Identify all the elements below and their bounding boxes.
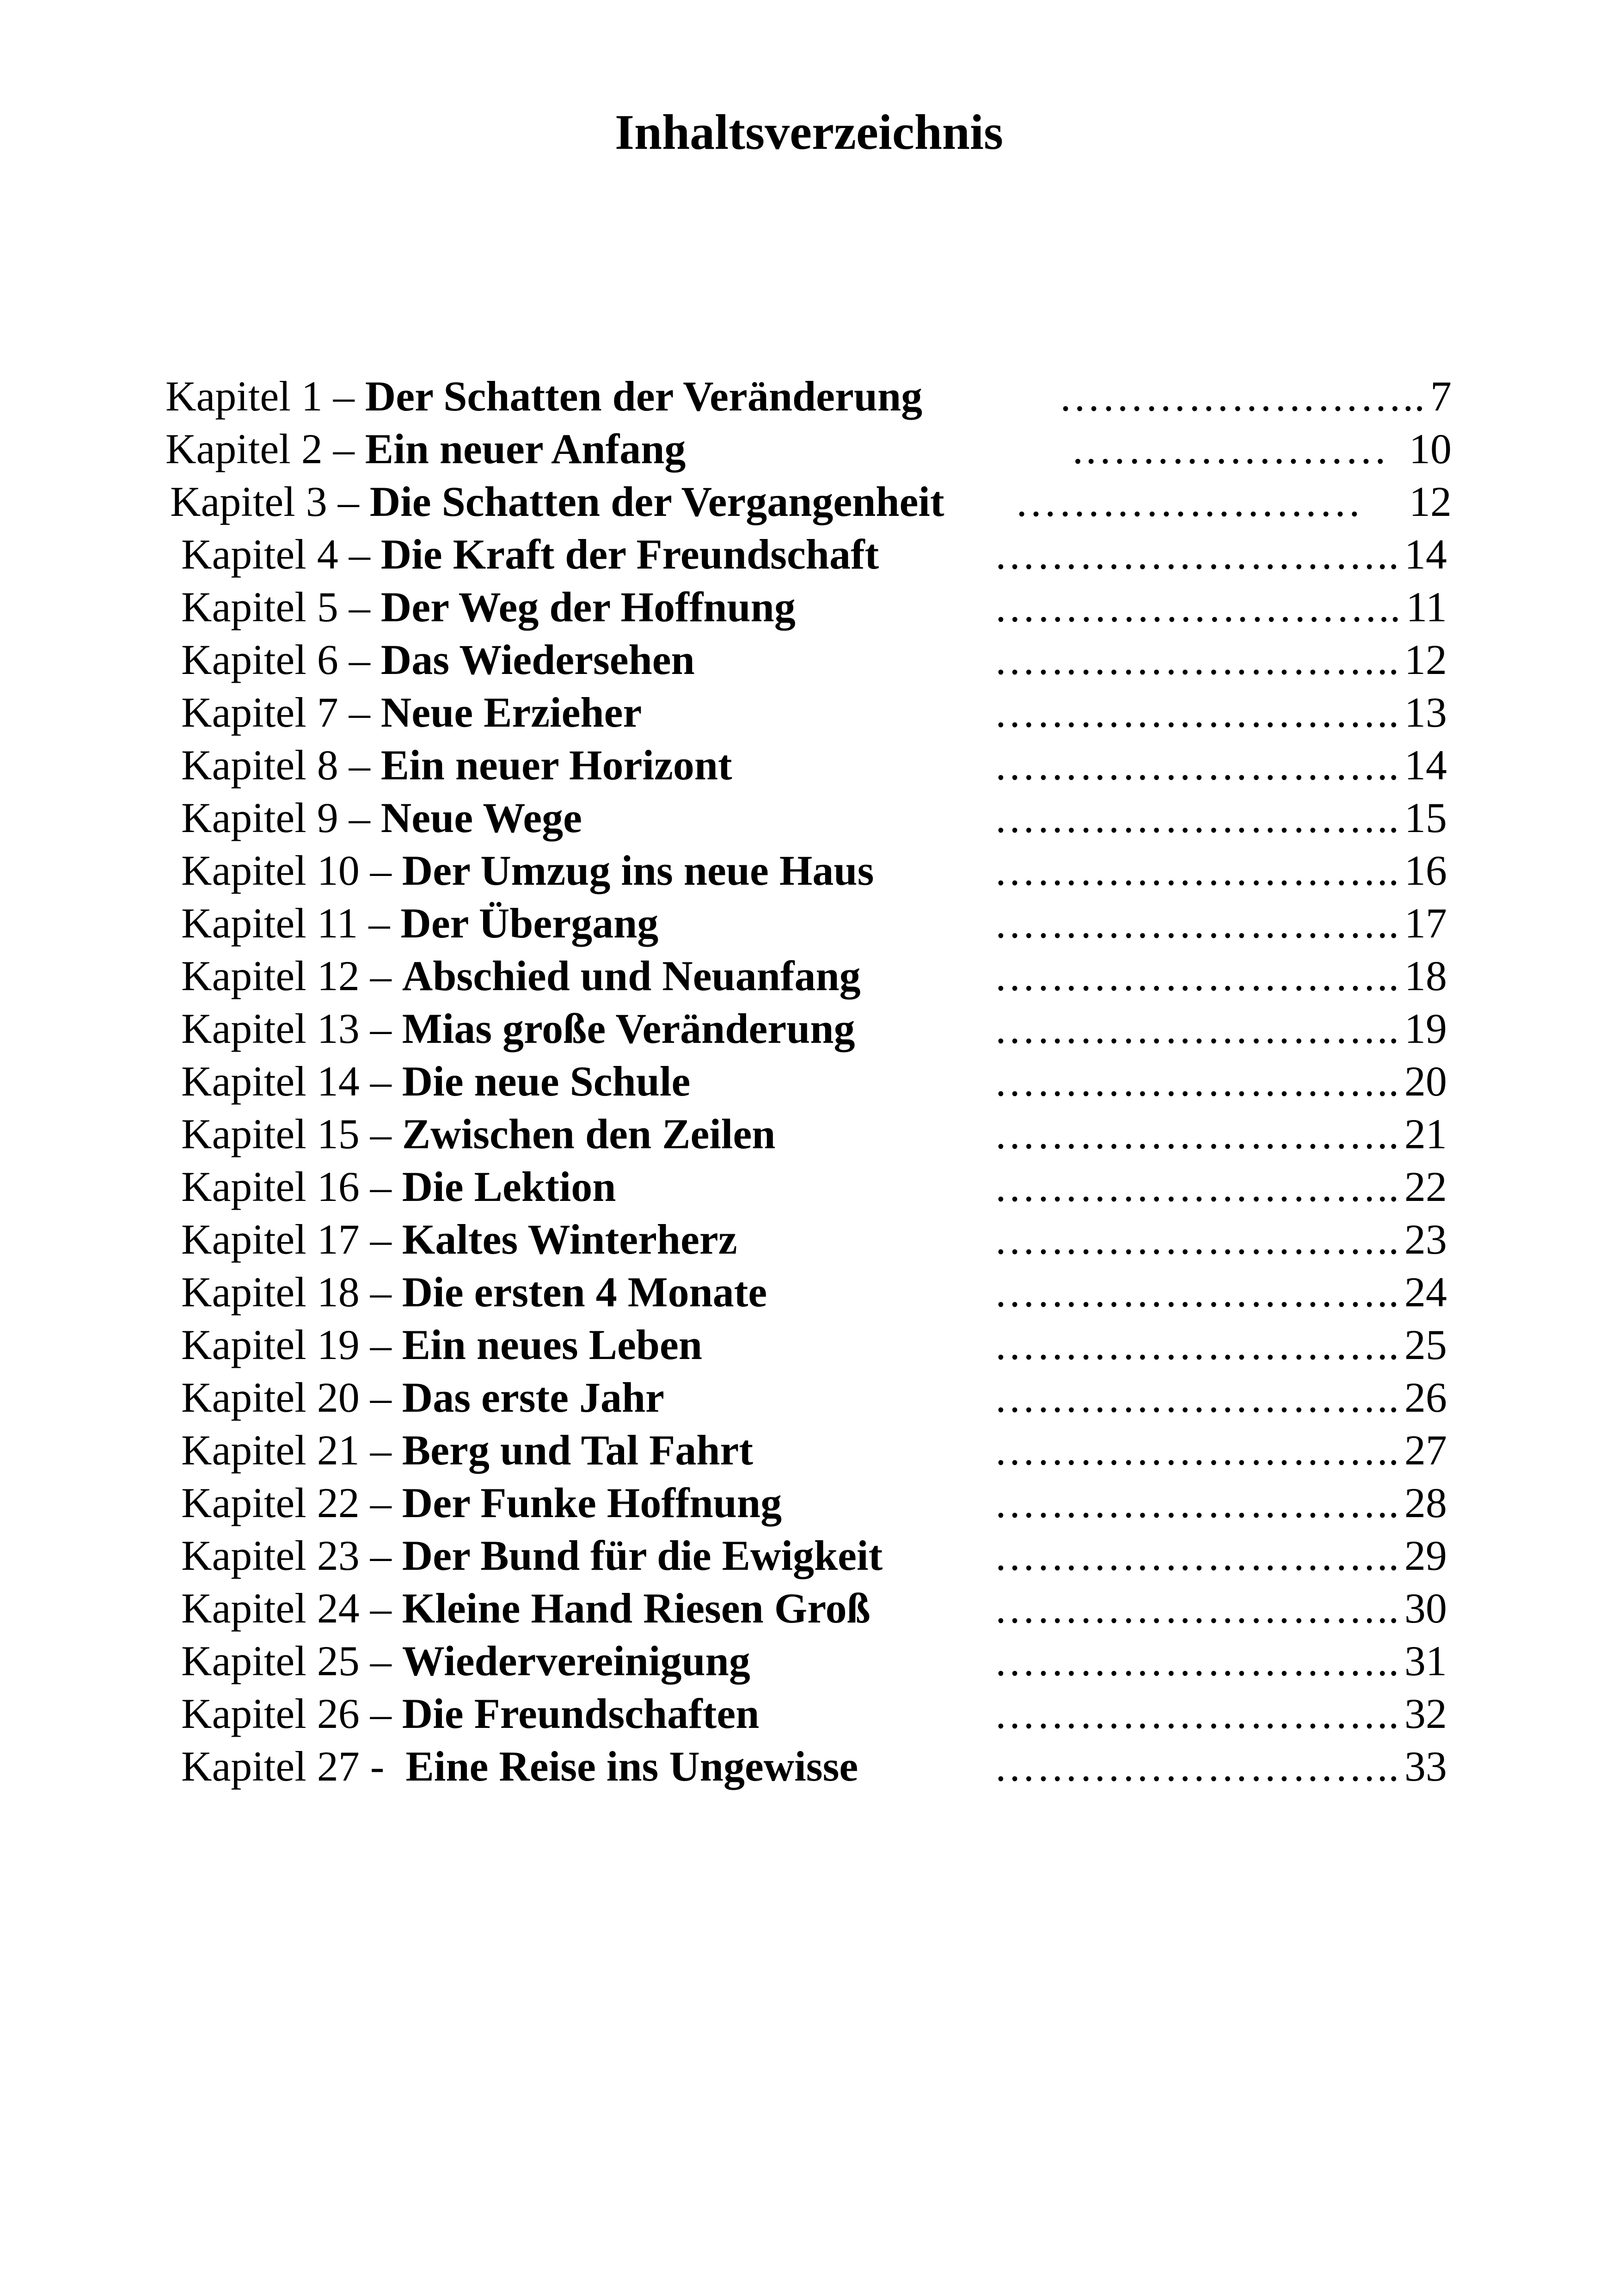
dot-leader: ……………………….. — [994, 741, 1400, 789]
toc-entry — [0, 1371, 1618, 1424]
toc-entry — [0, 844, 1618, 897]
page-number: 17 — [1404, 900, 1447, 947]
chapter-title: Der Funke Hoffnung — [402, 1479, 782, 1526]
page-number: 14 — [1404, 531, 1447, 578]
chapter-label: Kapitel 19 – — [181, 1321, 402, 1368]
toc-entry — [0, 1160, 1618, 1213]
chapter-label: Kapitel 22 – — [181, 1479, 402, 1526]
toc-entry — [0, 1055, 1618, 1108]
toc-entry — [0, 791, 1618, 844]
toc-entry — [0, 897, 1618, 949]
chapter-title: Die Lektion — [402, 1163, 616, 1210]
toc-entry — [0, 1318, 1618, 1371]
page-number: 31 — [1404, 1637, 1447, 1684]
chapter-label: Kapitel 20 – — [181, 1374, 402, 1421]
chapter-label: Kapitel 11 – — [181, 900, 401, 947]
chapter-title: Die ersten 4 Monate — [402, 1268, 767, 1316]
toc-entry — [0, 422, 1618, 475]
toc-entry — [0, 1108, 1618, 1160]
page-number: 33 — [1404, 1743, 1447, 1790]
dot-leader: ……………………….. — [994, 1005, 1400, 1052]
dot-leader: ……………………….. — [994, 531, 1400, 578]
page-number: 21 — [1404, 1110, 1447, 1157]
dot-leader: ……………………….. — [994, 1374, 1400, 1421]
chapter-title: Ein neuer Horizont — [380, 741, 732, 789]
chapter-title: Der Schatten der Veränderung — [365, 373, 923, 420]
toc-entry — [0, 633, 1618, 686]
chapter-label: Kapitel 1 – — [165, 373, 365, 420]
page-number: 11 — [1406, 583, 1447, 631]
chapter-label: Kapitel 18 – — [181, 1268, 402, 1316]
chapter-title: Die neue Schule — [402, 1058, 691, 1105]
chapter-label: Kapitel 12 – — [181, 952, 402, 999]
page-number: 19 — [1404, 1005, 1447, 1052]
chapter-label: Kapitel 6 – — [181, 636, 381, 683]
chapter-title: Zwischen den Zeilen — [402, 1110, 776, 1157]
dot-leader: ……………………….. — [994, 952, 1400, 999]
chapter-label: Kapitel 24 – — [181, 1585, 402, 1632]
dot-leader: ……………………….. — [994, 900, 1400, 947]
page-number: 24 — [1404, 1268, 1447, 1316]
dot-leader: ……………………….. — [994, 1268, 1400, 1316]
chapter-title: Wiedervereinigung — [402, 1637, 750, 1684]
dot-leader: ……………………….. — [994, 636, 1400, 683]
dot-leader: ……………………….. — [994, 1479, 1400, 1526]
toc-entry — [0, 1213, 1618, 1266]
chapter-title: Die Kraft der Freundschaft — [380, 531, 879, 578]
page-number: 10 — [1409, 425, 1452, 472]
dot-leader: ……………………….. — [994, 1321, 1400, 1368]
page-number: 29 — [1404, 1532, 1447, 1579]
page-number: 28 — [1404, 1479, 1447, 1526]
chapter-label: Kapitel 23 – — [181, 1532, 402, 1579]
chapter-title: Die Freundschaften — [402, 1690, 760, 1737]
chapter-label: Kapitel 13 – — [181, 1005, 402, 1052]
dot-leader: ……………………….. — [994, 794, 1400, 841]
dot-leader: ……………………….. — [994, 1743, 1400, 1790]
toc-entry — [0, 1529, 1618, 1582]
dot-leader: ……………………….. — [994, 847, 1400, 894]
page-number: 22 — [1404, 1163, 1447, 1210]
chapter-label: Kapitel 3 – — [170, 478, 370, 525]
dot-leader: ……………………….. — [994, 1216, 1400, 1263]
chapter-title: Neue Erzieher — [380, 689, 642, 736]
toc-entry — [0, 475, 1618, 528]
page-number: 23 — [1404, 1216, 1447, 1263]
page-number: 32 — [1404, 1690, 1447, 1737]
chapter-label: Kapitel 17 – — [181, 1216, 402, 1263]
page-number: 7 — [1430, 373, 1452, 420]
toc-entry — [0, 528, 1618, 581]
chapter-title: Der Übergang — [400, 900, 659, 947]
chapter-label: Kapitel 4 – — [181, 531, 381, 578]
page-number: 30 — [1404, 1585, 1447, 1632]
chapter-title: Ein neuer Anfang — [365, 425, 686, 472]
page-number: 15 — [1404, 794, 1447, 841]
toc-entry — [0, 1687, 1618, 1740]
dot-leader: ……………………….. — [994, 1637, 1400, 1684]
toc-entry — [0, 1266, 1618, 1318]
dot-leader: ……………………….. — [994, 1690, 1400, 1737]
dot-leader: .………………… — [1073, 425, 1388, 472]
page-number: 13 — [1404, 689, 1447, 736]
dot-leader: ……………………….. — [994, 1427, 1400, 1474]
chapter-title: Das erste Jahr — [402, 1374, 664, 1421]
page-number: 12 — [1409, 478, 1452, 525]
page-number: 18 — [1404, 952, 1447, 999]
chapter-label: Kapitel 27 - — [181, 1743, 406, 1790]
dot-leader: ……………………….. — [994, 1585, 1400, 1632]
page-number: 20 — [1404, 1058, 1447, 1105]
chapter-label: Kapitel 15 – — [181, 1110, 402, 1157]
chapter-label: Kapitel 10 – — [181, 847, 402, 894]
toc-entry — [0, 1582, 1618, 1635]
chapter-label: Kapitel 7 – — [181, 689, 381, 736]
toc-entry — [0, 1424, 1618, 1476]
chapter-title: Abschied und Neuanfang — [402, 952, 861, 999]
toc-entry — [0, 581, 1618, 633]
chapter-title: Berg und Tal Fahrt — [402, 1427, 753, 1474]
chapter-title: Kaltes Winterherz — [402, 1216, 737, 1263]
toc-entry — [0, 686, 1618, 739]
dot-leader: ……………………….. — [994, 583, 1402, 631]
chapter-title: Der Bund für die Ewigkeit — [402, 1532, 883, 1579]
chapter-title: Die Schatten der Vergangenheit — [369, 478, 944, 525]
toc-entry — [0, 1476, 1618, 1529]
dot-leader: ……………………….. — [994, 1163, 1400, 1210]
toc-entry — [0, 1635, 1618, 1687]
chapter-label: Kapitel 9 – — [181, 794, 381, 841]
toc-entry — [0, 949, 1618, 1002]
page-number: 12 — [1404, 636, 1447, 683]
dot-leader: ……………………….. — [994, 689, 1400, 736]
chapter-label: Kapitel 16 – — [181, 1163, 402, 1210]
dot-leader: …………………… — [1015, 478, 1362, 525]
chapter-label: Kapitel 2 – — [165, 425, 365, 472]
chapter-title: Kleine Hand Riesen Groß — [402, 1585, 870, 1632]
page-number: 14 — [1404, 741, 1447, 789]
chapter-title: Eine Reise ins Ungewisse — [405, 1743, 858, 1790]
dot-leader: …………………….. — [1059, 373, 1426, 420]
chapter-label: Kapitel 26 – — [181, 1690, 402, 1737]
chapter-title: Das Wiedersehen — [380, 636, 695, 683]
page-number: 26 — [1404, 1374, 1447, 1421]
chapter-title: Ein neues Leben — [402, 1321, 703, 1368]
page-number: 27 — [1404, 1427, 1447, 1474]
chapter-title: Neue Wege — [380, 794, 582, 841]
page-title: Inhaltsverzeichnis — [614, 105, 1003, 160]
dot-leader: ……………………….. — [994, 1110, 1400, 1157]
chapter-label: Kapitel 5 – — [181, 583, 381, 631]
chapter-title: Der Weg der Hoffnung — [380, 583, 796, 631]
toc-entry — [0, 1740, 1618, 1793]
chapter-label: Kapitel 14 – — [181, 1058, 402, 1105]
chapter-title: Der Umzug ins neue Haus — [402, 847, 874, 894]
toc-entry — [0, 739, 1618, 791]
toc-entry — [0, 370, 1618, 422]
page-number: 16 — [1404, 847, 1447, 894]
toc-entry — [0, 1002, 1618, 1055]
chapter-label: Kapitel 8 – — [181, 741, 381, 789]
chapter-label: Kapitel 25 – — [181, 1637, 402, 1684]
chapter-title: Mias große Veränderung — [402, 1005, 855, 1052]
dot-leader: ……………………….. — [994, 1532, 1400, 1579]
page-number: 25 — [1404, 1321, 1447, 1368]
chapter-label: Kapitel 21 – — [181, 1427, 402, 1474]
dot-leader: ……………………….. — [994, 1058, 1400, 1105]
